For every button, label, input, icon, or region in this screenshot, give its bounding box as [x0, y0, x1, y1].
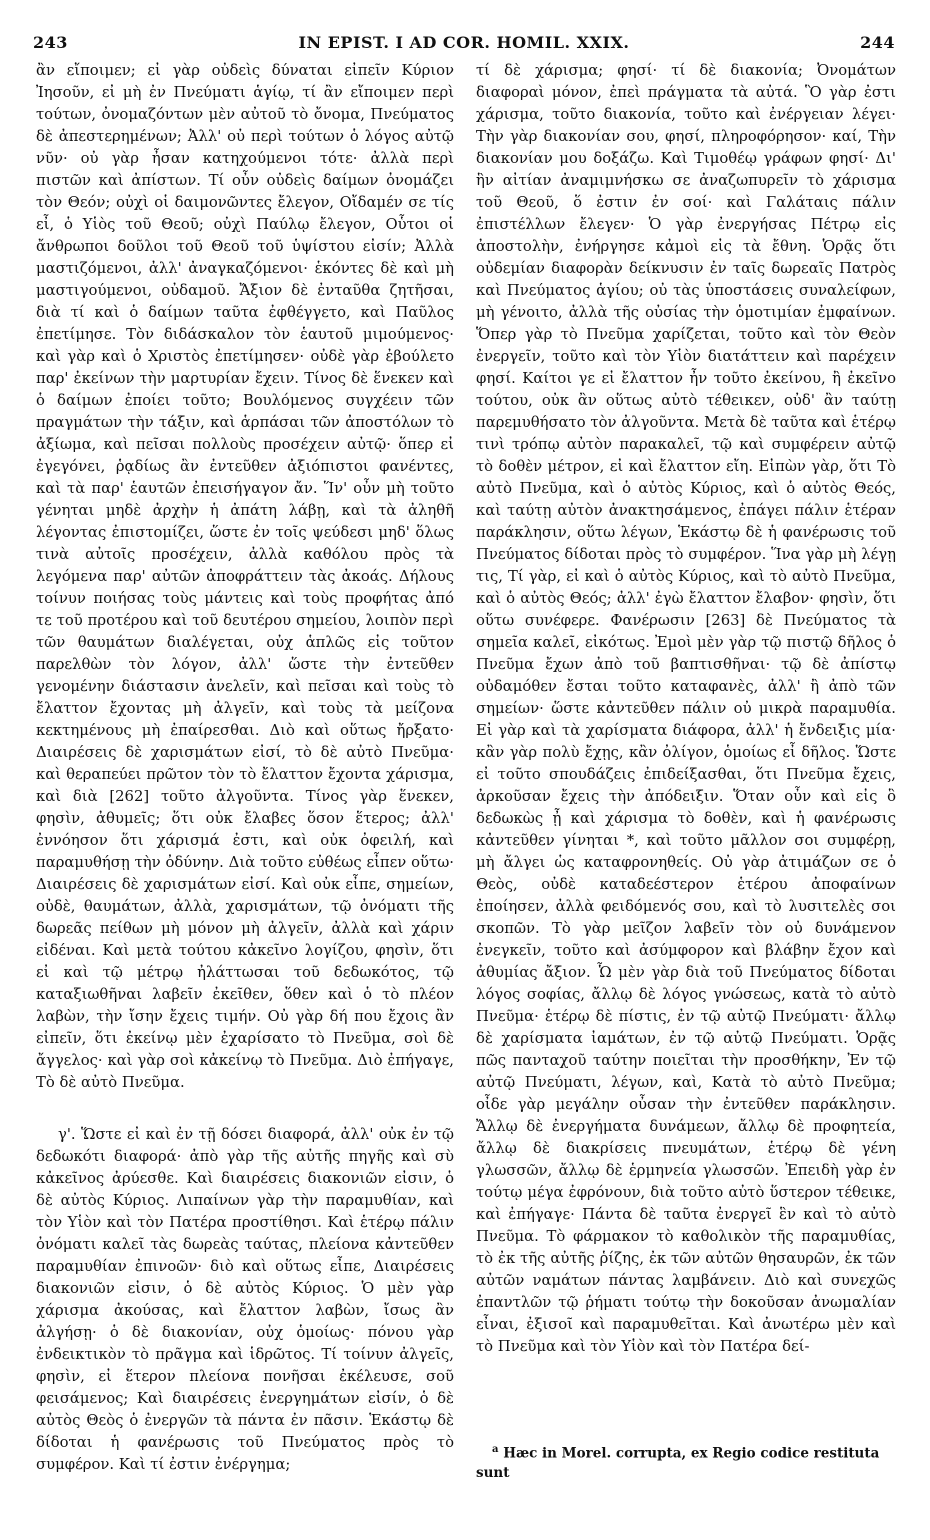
running-title: IN EPIST. I AD COR. HOMIL. XXIX. [298, 33, 630, 52]
running-header [33, 33, 895, 59]
footnote-mark: a [492, 1444, 499, 1455]
footnote-text: Hæc in Morel. corrupta, ex Regio codice restituta sunt [476, 1445, 880, 1481]
paragraph-right: τί δὲ χάρισμα; φησί· τί δὲ διακονία; Ὀνομάτων διαφοραὶ μόνον, ἐπεὶ πράγματα τὰ αὐτά. Ὃ γὰρ ἐστι χάρισμα, τοῦτο διακονία, τοῦτο καὶ ἐνέργειαν λέγει· Τὴν γὰρ διακονίαν σου, φησί, πληροφόρησον· καί, Τὴν διακονίαν μου δοξάζω. Καὶ Τιμοθέῳ γράφων φησί· Δι' ἣν αἰτίαν ἀναμιμνήσκω σε ἀναζωπυρεῖν τὸ χάρισμα τοῦ Θεοῦ, ὅ ἐστιν ἐν σοί· καὶ Γαλάταις πάλιν ἐπιστέλλων ἔλεγεν· Ὁ γὰρ ἐνεργήσας Πέτρῳ εἰς ἀποστολὴν, ἐνήργησε κἀμοὶ εἰς τὰ ἔθνη. Ὁρᾷς ὅτι οὐδεμίαν διαφορὰν δείκνυσιν ἐν ταῖς δωρεαῖς Πατρὸς καὶ Πνεύματος ἁγίου; οὐ τὰς ὑποστάσεις συναλείφων, μὴ γένοιτο, ἀλλὰ τῆς οὐσίας τὴν ὁμοτιμίαν ἐμφαίνων. Ὅπερ γὰρ τὸ Πνεῦμα χαρίζεται, τοῦτο καὶ τὸν Θεὸν ἐνεργεῖν, τοῦτο καὶ τὸν Υἱὸν διατάττειν καὶ παρέχειν φησί. Καίτοι γε εἰ ἔλαττον ἦν τοῦτο ἐκείνου, ἢ ἐκεῖνο τούτου, οὐκ ἂν οὕτως αὐτὸ τέθεικεν, οὐδ' ἂν ταύτῃ παρεμυθήσατο τὸν ἀλγοῦντα. Μετὰ δὲ ταῦτα καὶ ἑτέρῳ τινὶ τρόπῳ αὐτὸν παρακαλεῖ, τῷ καὶ συμφέρειν αὐτῷ τὸ δοθὲν μέτρον, εἰ καὶ ἔλαττον εἴη. Εἰπὼν γὰρ, ὅτι Τὸ αὐτὸ Πνεῦμα, καὶ ὁ αὐτὸς Κύριος, καὶ ὁ αὐτὸς Θεός, καὶ ταύτῃ αὐτὸν ἀνακτησάμενος, ἐπάγει πάλιν ἑτέραν παράκλησιν, οὕτω λέγων, Ἑκάστῳ δὲ ἡ φανέρωσις τοῦ Πνεύματος δίδοται πρὸς τὸ συμφέρον. Ἵνα γὰρ μὴ λέγῃ τις, Τί γὰρ, εἰ καὶ ὁ αὐτὸς Κύριος, καὶ τὸ αὐτὸ Πνεῦμα, καὶ ὁ αὐτὸς Θεός; ἀλλ' ἐγὼ ἔλαττον ἔλαβον· φησὶν, ὅτι οὕτω συνέφερε. Φανέρωσιν [263] δὲ Πνεύματος τὰ σημεῖα καλεῖ, εἰκότως. Ἐμοὶ μὲν γὰρ τῷ πιστῷ δῆλος ὁ Πνεῦμα ἔχων ἀπὸ τοῦ βαπτισθῆναι· τῷ δὲ ἀπίστῳ οὐδαμόθεν ἔσται τοῦτο καταφανὲς, ἀλλ' ἢ ἀπὸ τῶν σημείων· ὥστε κἀντεῦθεν πάλιν οὐ μικρὰ παραμυθία. Εἰ γὰρ καὶ τὰ χαρίσματα διάφορα, ἀλλ' ἡ ἔνδειξις μία· κἂν γὰρ πολὺ ἔχῃς, κἂν ὀλίγον, ὁμοίως εἶ δῆλος. Ὥστε εἰ τοῦτο σπουδάζεις ἐπιδείξασθαι, ὅτι Πνεῦμα ἔχεις, ἀρκοῦσαν ἔχεις τὴν ἀπόδειξιν. Ὅταν οὖν καὶ εἰς ὃ δεδωκὼς ᾖ καὶ χάρισμα τὸ δοθὲν, καὶ ἡ φανέρωσις κἀντεῦθεν γίνηται *, καὶ τοῦτο μᾶλλον σοι συμφέρῃ, μὴ ἄλγει ὡς καταφρονηθείς. Οὐ γὰρ ἀτιμάζων σε ὁ Θεὸς, οὐδὲ καταδεέστερον ἑτέρου ἀποφαίνων ἐποίησεν, ἀλλὰ φειδόμενός σου, καὶ τὸ λυσιτελὲς σοι σκοπῶν. Τὸ γὰρ μεῖζον λαβεῖν τὸν οὐ δυνάμενον ἐνεγκεῖν, τοῦτο καὶ ἀσύμφορον καὶ βλάβην ἔχον καὶ ἀθυμίας ἄξιον. Ὧ μὲν γὰρ διὰ τοῦ Πνεύματος δίδοται λόγος σοφίας, ἄλλῳ δὲ λόγος γνώσεως, κατὰ τὸ αὐτὸ Πνεῦμα· ἑτέρῳ δὲ πίστις, ἐν τῷ αὐτῷ Πνεύματι· ἄλλῳ δὲ χαρίσματα ἰαμάτων, ἐν τῷ αὐτῷ Πνεύματι. Ὁρᾷς πῶς πανταχοῦ ταύτην ποιεῖται τὴν προσθήκην, Ἐν τῷ αὐτῷ Πνεύματι, λέγων, καὶ, Κατὰ τὸ αὐτὸ Πνεῦμα; οἶδε γὰρ μεγάλην οὖσαν τὴν ἐντεῦθεν παράκλησιν. Ἄλλῳ δὲ ἐνεργήματα δυνάμεων, ἄλλῳ δὲ προφητεία, ἄλλῳ δὲ διακρίσεις πνευμάτων, ἑτέρῳ δὲ γένη γλωσσῶν, ἄλλῳ δὲ ἑρμηνεία γλωσσῶν. Ἐπειδὴ γὰρ ἐν τούτῳ μέγα ἐφρόνουν, διὰ τοῦτο αὐτὸ ὕστερον τέθεικε, καὶ ἐπήγαγε· Πάντα δὲ ταῦτα ἐνεργεῖ ἓν καὶ τὸ αὐτὸ Πνεῦμα. Τὸ φάρμακον τὸ καθολικὸν τῆς παραμυθίας, τὸ ἐκ τῆς αὐτῆς ῥίζης, ἐκ τῶν αὐτῶν θησαυρῶν, ἐκ τῶν αὐτῶν ναμάτων πάντας λαμβάνειν. Διὸ καὶ συνεχῶς ἐπαντλῶν τῷ ῥήματι τούτῳ τὴν δοκοῦσαν ἀνωμαλίαν εἶναι, ἐξισοῖ καὶ παραμυθεῖται. Καὶ ἀνωτέρω μὲν καὶ τὸ Πνεῦμα καὶ τὸν Υἱὸν καὶ τὸν Πατέρα δεί- [476, 62, 896, 1355]
paragraph-section-3: γ'. Ὥστε εἰ καὶ ἐν τῇ δόσει διαφορά, ἀλλ' οὐκ ἐν τῷ δεδωκότι διαφορά· ἀπὸ γὰρ τῆς αὐτῆς πηγῆς καὶ σὺ κἀκεῖνος ἀρύεσθε. Καὶ διαιρέσεις διακονιῶν εἰσιν, ὁ δὲ αὐτὸς Κύριος. Λιπαίνων γὰρ τὴν παραμυθίαν, καὶ τὸν Υἱὸν καὶ τὸν Πατέρα προστίθησι. Καὶ ἑτέρῳ πάλιν ὀνόματι καλεῖ τὰς δωρεὰς ταύτας, πλείονα κἀντεῦθεν παραμυθίαν ἐπινοῶν· διὸ καὶ οὕτως εἶπε, Διαιρέσεις διακονιῶν εἰσιν, ὁ δὲ αὐτὸς Κύριος. Ὁ μὲν γὰρ χάρισμα ἀκούσας, καὶ ἔλαττον λαβὼν, ἴσως ἂν ἀλγήσῃ· ὁ δὲ διακονίαν, οὐχ ὁμοίως· πόνου γὰρ ἐνδεικτικὸν τὸ πρᾶγμα καὶ ἱδρῶτος. Τί τοίνυν ἀλγεῖς, φησὶν, εἰ ἕτερον πλείονα πονῆσαι ἐκέλευσε, σοῦ φεισάμενος; Καὶ διαιρέσεις ἐνεργημάτων εἰσίν, ὁ δὲ αὐτὸς Θεὸς ὁ ἐνεργῶν τὰ πάντα ἐν πᾶσιν. Ἑκάστῳ δὲ δίδοται ἡ φανέρωσις τοῦ Πνεύματος πρὸς τὸ συμφέρον. Καὶ τί ἐστιν ἐνέργημα; [36, 1126, 454, 1473]
right-column [476, 60, 896, 1358]
left-column [36, 60, 454, 1476]
paragraph-main: ἂν εἴποιμεν; εἰ γὰρ οὐδεὶς δύναται εἰπεῖν Κύριον Ἰησοῦν, εἰ μὴ ἐν Πνεύματι ἁγίῳ, τί ἂν εἴποιμεν περὶ τούτων, ὀνομαζόντων μὲν αὐτοῦ τὸ ὄνομα, Πνεύματος δὲ ἀπεστερημένων; Ἀλλ' οὐ περὶ τούτων ὁ λόγος αὐτῷ νῦν· οὐ γὰρ ἦσαν κατηχούμενοι τότε· ἀλλὰ περὶ πιστῶν καὶ ἀπίστων. Τί οὖν οὐδεὶς δαίμων ὀνομάζει τὸν Θεόν; οὐχὶ οἱ δαιμονῶντες ἔλεγον, Οἴδαμέν σε τίς εἶ, ὁ Υἱὸς τοῦ Θεοῦ; οὐχὶ Παύλῳ ἔλεγον, Οὗτοι οἱ ἄνθρωποι δοῦλοι τοῦ Θεοῦ τοῦ ὑψίστου εἰσίν; Ἀλλὰ μαστιζόμενοι, ἀλλ' ἀναγκαζόμενοι· ἑκόντες δὲ καὶ μὴ μαστιγούμενοι, οὐδαμοῦ. Ἄξιον δὲ ἐνταῦθα ζητῆσαι, διὰ τί καὶ ὁ δαίμων ταῦτα ἐφθέγγετο, καὶ Παῦλος ἐπετίμησε. Τὸν διδάσκαλον τὸν ἑαυτοῦ μιμούμενος· καὶ γὰρ καὶ ὁ Χριστὸς ἐπετίμησεν· οὐδὲ γὰρ ἐβούλετο παρ' ἐκείνων τὴν μαρτυρίαν ἔχειν. Τίνος δὲ ἕνεκεν καὶ ὁ δαίμων ἐποίει τοῦτο; Βουλόμενος συγχέειν τῶν πραγμάτων τὴν τάξιν, καὶ ἁρπάσαι τῶν ἀποστόλων τὸ ἀξίωμα, καὶ πεῖσαι πολλοὺς προσέχειν αὐτῷ· ὅπερ εἰ ἐγεγόνει, ῥᾳδίως ἂν ἐντεῦθεν ἀξιόπιστοι φανέντες, καὶ τὰ παρ' ἑαυτῶν ἐπεισήγαγον ἄν. Ἵν' οὖν μὴ τοῦτο γένηται μηδὲ ἀρχὴν ἡ ἀπάτη λάβῃ, καὶ τὰ ἀληθῆ λέγοντας ἐπιστομίζει, ὥστε ἐν τοῖς ψεύδεσι μηδ' ὅλως τινὰ αὐτοῖς προσέχειν, ἀλλὰ καθόλου πρὸς τὰ λεγόμενα παρ' αὐτῶν ἀποφράττειν τὰς ἀκοάς. Δήλους τοίνυν ποιήσας τοὺς μάντεις καὶ τοὺς προφήτας ἀπό τε τοῦ προτέρου καὶ τοῦ δευτέρου σημείου, λοιπὸν περὶ τῶν θαυμάτων διαλέγεται, οὐχ ἁπλῶς εἰς τοῦτον παρελθὼν τὸν λόγον, ἀλλ' ὥστε τὴν ἐντεῦθεν γενομένην διάστασιν ἀνελεῖν, καὶ πεῖσαι καὶ τοὺς τὸ ἔλαττον ἔχοντας μὴ ἀλγεῖν, καὶ τοὺς τὰ μείζονα κεκτημένους μὴ ἐπαίρεσθαι. Διὸ καὶ οὕτως ἤρξατο· Διαιρέσεις δὲ χαρισμάτων εἰσί, τὸ δὲ αὐτὸ Πνεῦμα· καὶ θεραπεύει πρῶτον τὸν τὸ ἔλαττον ἔχοντα χάρισμα, καὶ διὰ [262] τοῦτο ἀλγοῦντα. Τίνος γὰρ ἕνεκεν, φησὶν, ἀθυμεῖς; ὅτι οὐκ ἔλαβες ὅσον ἕτερος; ἀλλ' ἐννόησον ὅτι χάρισμά ἐστι, καὶ οὐκ ὀφειλή, καὶ παραμυθήσῃ τὴν ὀδύνην. Διὰ τοῦτο εὐθέως εἶπεν οὕτω· Διαιρέσεις δὲ χαρισμάτων εἰσί. Καὶ οὐκ εἶπε, σημείων, οὐδὲ, θαυμάτων, ἀλλὰ, χαρισμάτων, τῷ ὀνόματι τῆς δωρεᾶς πείθων μὴ μόνον μὴ ἀλγεῖν, ἀλλὰ καὶ χάριν εἰδέναι. Καὶ μετὰ τούτου κἀκεῖνο λογίζου, φησὶν, ὅτι εἰ καὶ τῷ μέτρῳ ἠλάττωσαι τοῦ δεδωκότος, τῷ καταξιωθῆναι λαβεῖν ἐκεῖθεν, ὅθεν καὶ ὁ τὸ πλέον λαβὼν, τὴν ἴσην ἔχεις τιμήν. Οὐ γὰρ δή που ἔχοις ἂν εἰπεῖν, ὅτι ἐκείνῳ μὲν ἐχαρίσατο τὸ Πνεῦμα, σοὶ δὲ ἄγγελος· καὶ γὰρ σοὶ κἀκείνῳ τὸ Πνεῦμα. Διὸ ἐπήγαγε, Τὸ δὲ αὐτὸ Πνεῦμα. [36, 62, 454, 1091]
footnote [476, 1440, 896, 1483]
page-number-right: 244 [860, 33, 895, 52]
page-number-left: 243 [33, 33, 68, 52]
